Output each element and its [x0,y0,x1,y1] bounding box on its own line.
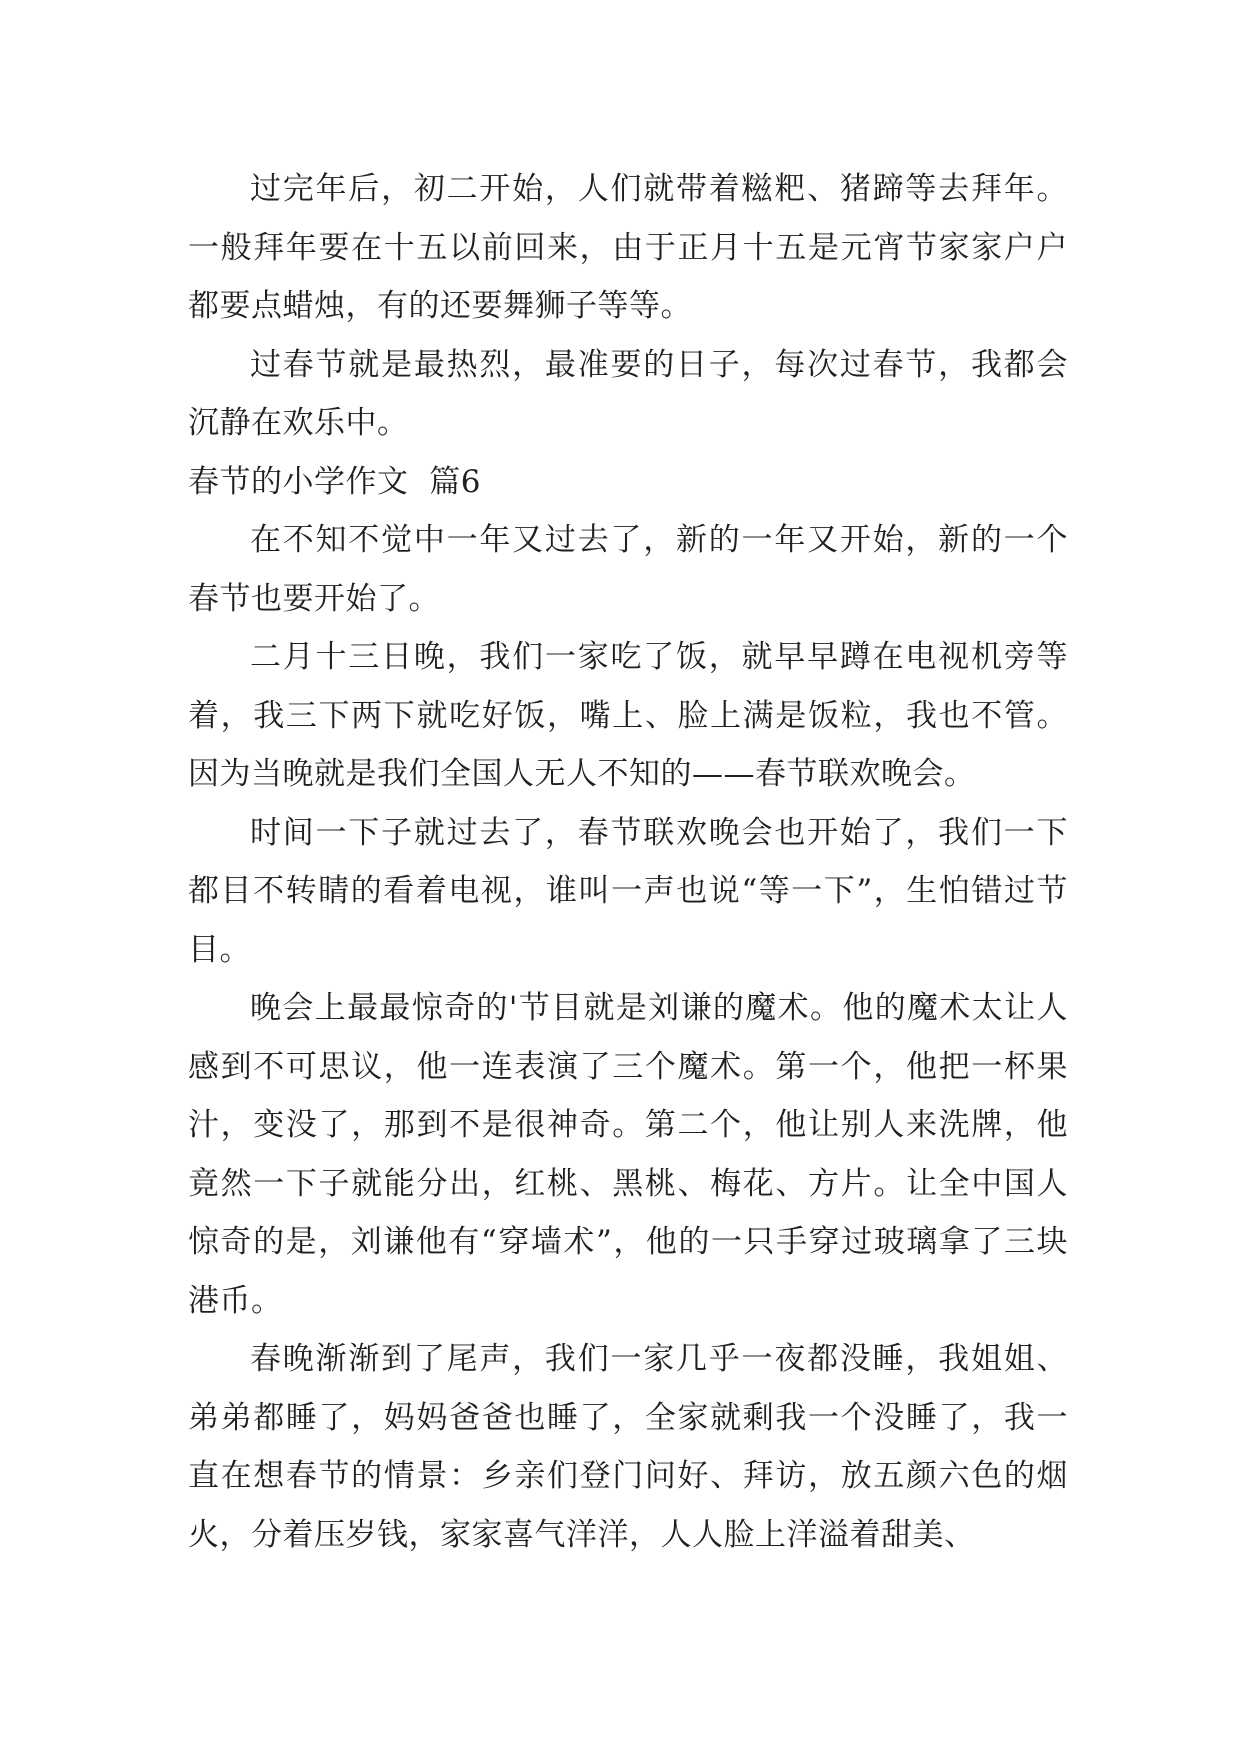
paragraph-new-year-visits: 过完年后，初二开始，人们就带着糍粑、猪蹄等去拜年。一般拜年要在十五以前回来，由于正月十五是元宵节家家户户都要点蜡烛，有的还要舞狮子等等。 [188,171,1068,324]
document-body [188,160,1068,1564]
essay-heading: 春节的小学作文 篇6 [188,463,481,500]
paragraph-waiting-for-gala: 二月十三日晚，我们一家吃了饭，就早早蹲在电视机旁等着，我三下两下就吃好饭，嘴上、脸上满是饭粒，我也不管。因为当晚就是我们全国人无人不知的——春节联欢晚会。 [188,639,1068,792]
paragraph-spring-festival-joy: 过春节就是最热烈，最准要的日子，每次过春节，我都会沉静在欢乐中。 [188,346,1068,441]
paragraph-gala-ending: 春晚渐渐到了尾声，我们一家几乎一夜都没睡，我姐姐、弟弟都睡了，妈妈爸爸也睡了，全家就剩我一个没睡了，我一直在想春节的情景：乡亲们登门问好、拜访，放五颜六色的烟火，分着压岁钱，家家喜气洋洋，人人脸上洋溢着甜美、 [188,1341,1068,1553]
paragraph-magic-show: 晚会上最最惊奇的'节目就是刘谦的魔术。他的魔术太让人感到不可思议，他一连表演了三个魔术。第一个，他把一杯果汁，变没了，那到不是很神奇。第二个，他让别人来洗牌，他竟然一下子就能分出，红桃、黑桃、梅花、方片。让全中国人惊奇的是，刘谦他有“穿墙术”，他的一只手穿过玻璃拿了三块港币。 [188,990,1068,1319]
paragraph-new-year-begins: 在不知不觉中一年又过去了，新的一年又开始，新的一个春节也要开始了。 [188,522,1068,617]
paragraph-gala-starts: 时间一下子就过去了，春节联欢晚会也开始了，我们一下都目不转睛的看着电视，谁叫一声也说“等一下”，生怕错过节目。 [188,814,1068,968]
